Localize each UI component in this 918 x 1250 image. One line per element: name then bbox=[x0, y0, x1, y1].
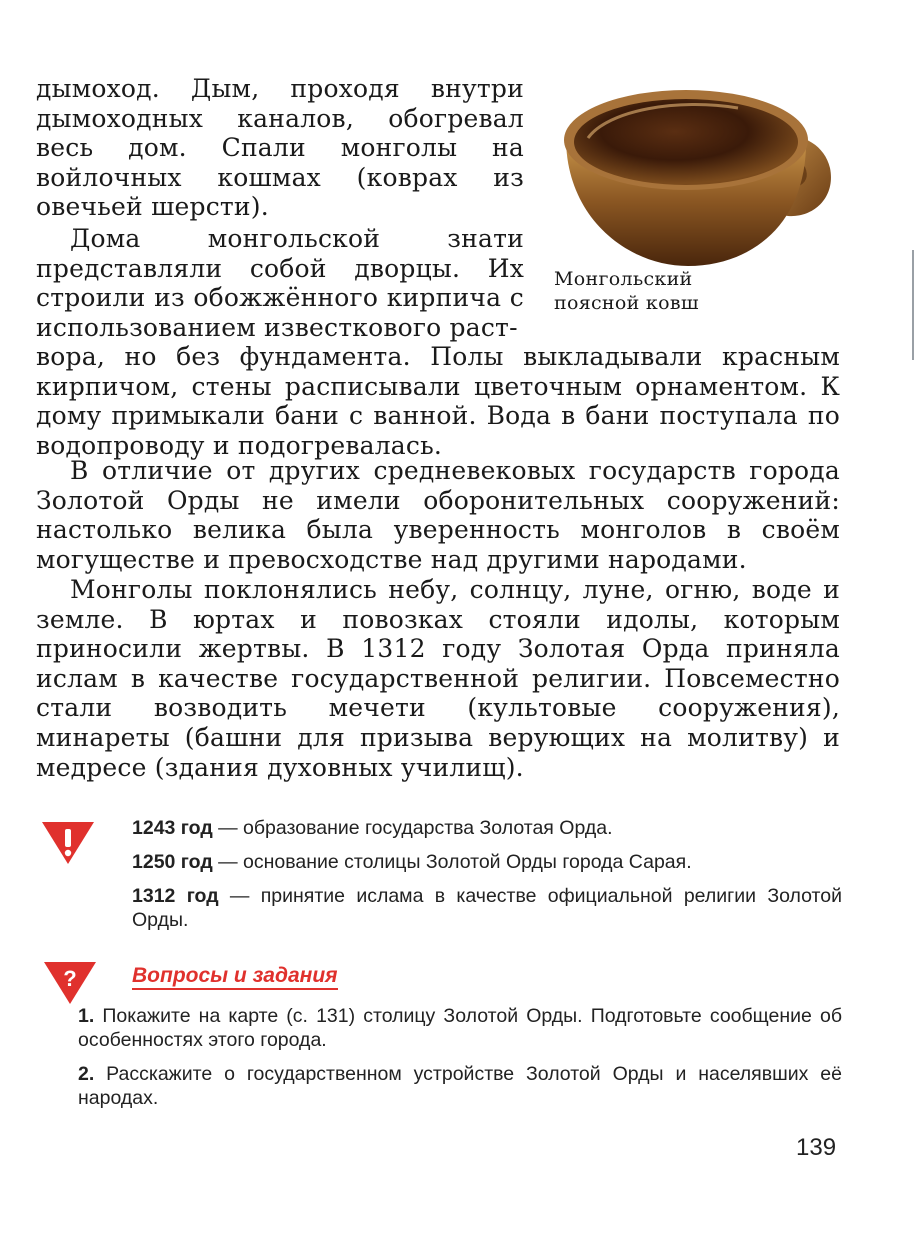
exclamation-triangle-icon bbox=[40, 820, 96, 866]
paragraph-4: Монголы поклонялись небу, солнцу, луне, огню, воде и земле. В юртах и повозках стояли идолы, которым приносили жертвы. В 1312 году Золотая Орда приняла ислам в качестве государственной религии. Повсеместно стали возводить мечети (культовые сооружения), минареты (башни для призыва верующих на молитву) и медресе (здания духовных училищ). bbox=[36, 575, 840, 782]
paragraph-3: В отличие от других средневековых государств города Золотой Орды не имели оборонительных сооружений: настолько велика была уверенность монголов в своём могуществе и превосходстве над другими народами. bbox=[36, 456, 840, 574]
caption-line-2: поясной ковш bbox=[554, 292, 699, 314]
date-year: 1250 год bbox=[132, 851, 213, 873]
paragraph-1: дымоход. Дым, проходя внутри дымоходных каналов, обогревал весь дом. Спали монголы на войлочных кошмах (коврах из овечьей шерсти). bbox=[36, 74, 524, 222]
date-text: — основание столицы Золотой Орды города Сарая. bbox=[212, 851, 692, 873]
mongolian-ladle-image bbox=[548, 68, 838, 268]
date-year: 1312 год bbox=[132, 885, 219, 907]
question-text: Расскажите о государственном устройстве Золотой Орды и населявших её народах. bbox=[78, 1063, 842, 1109]
svg-text:?: ? bbox=[63, 966, 77, 991]
caption-line-1: Монгольский bbox=[554, 268, 693, 290]
questions-list bbox=[78, 1004, 842, 1120]
paragraph-2-start: Дома монгольской знати представляли собой дворцы. Их строили из обожжённого кирпича с использованием известкового раст- bbox=[36, 224, 524, 342]
question-number: 1. bbox=[78, 1005, 95, 1027]
question-triangle-icon bbox=[42, 960, 98, 1006]
question-item bbox=[78, 1004, 842, 1052]
date-item bbox=[132, 850, 842, 874]
question-number: 2. bbox=[78, 1063, 95, 1085]
question-text: Покажите на карте (с. 131) столицу Золотой Орды. Подготовьте сообщение об особенностях этого города. bbox=[78, 1005, 842, 1051]
key-dates bbox=[132, 816, 842, 942]
figure-caption bbox=[554, 267, 699, 315]
date-item bbox=[132, 884, 842, 932]
question-item bbox=[78, 1062, 842, 1110]
questions-heading: Вопросы и задания bbox=[132, 964, 338, 990]
paragraph-2-end: вора, но без фундамента. Полы выкладывали красным кирпичом, стены расписывали цветочным орнаментом. К дому примыкали бани с ванной. Вода в бани поступала по водопроводу и подогревалась. bbox=[36, 342, 840, 460]
page-edge-divider bbox=[912, 250, 914, 360]
date-item bbox=[132, 816, 842, 840]
date-text: — образование государства Золотая Орда. bbox=[212, 817, 613, 839]
date-year: 1243 год bbox=[132, 817, 213, 839]
page-number: 139 bbox=[796, 1134, 837, 1161]
date-text: — принятие ислама в качестве официальной религии Золотой Орды. bbox=[132, 885, 842, 931]
